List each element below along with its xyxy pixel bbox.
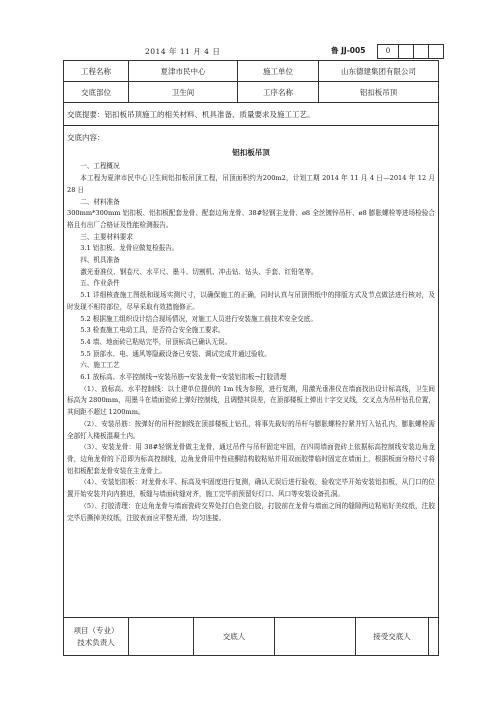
section-heading: 六、施工工艺: [80, 361, 120, 370]
section-heading: 三、主要材料要求: [80, 232, 133, 241]
tech-lead-label-line2: 技术负责人: [77, 637, 115, 647]
sign-row: [64, 618, 438, 655]
process-label: 工序名称: [238, 82, 319, 102]
page-box-number: 0: [377, 44, 399, 59]
form-code: 鲁 JJ-005: [331, 46, 366, 55]
part-label: 交底部位: [64, 82, 129, 102]
content-paragraph: （4）、安装铝扣板：对龙骨水平、标高及牢固度进行复测，确认无误后进行验收，验收完毕开始安装铝扣板，从门口的位置开始安装并向内推进，板缝与墙面砖缝对齐，施工完毕前预留好灯口、风口等安装设备孔洞。: [67, 478, 435, 499]
disclosure-form: [63, 44, 439, 656]
content-lines: [67, 161, 435, 524]
content-paragraph: （3）、安装龙骨：用 38#轻钢龙骨做主龙骨，通过吊件与吊杆固定牢固，在四周墙面瓷砖上依据标高控制线安装边角龙骨，边角龙骨的下沿即为标高控制线，边角龙骨用中性硅酮结构胶粘贴并用双面胶带临时固定在墙面上，根据板面分格尺寸将铝扣板配套龙骨安装在主龙骨上。: [67, 443, 435, 475]
info-row-part: [64, 82, 438, 103]
content-paragraph: 5.1 详细核查施工图纸和现场实测尺寸，以确保施工的正确，同时认真与吊顶图纸中的排版方式及节点做法进行核对，及时发现不相符部位，尽早采取有效措施修正。: [67, 291, 435, 311]
handover-label: 交底人: [194, 618, 275, 655]
content-paragraph: （1）、放标高、水平控制线：以土建单位提供的 1m 线为参照，进行复测，用激光垂准仪在墙面找出设计标高线，卫生间标高为 2800mm，用墨斗在墙面瓷砖上弹好控制线，且调整其误差，在顶部楼板上弹出十字交叉线，交叉点为吊杆钻孔位置，其间距不超过 1200mm。: [67, 384, 435, 417]
form-date: 2014 年 11 月 4 日: [145, 47, 221, 56]
tech-lead-label: [64, 618, 129, 655]
brief-text: 交底提要：铝扣板吊顶施工的相关材料、机具准备、质量要求及施工工艺。: [67, 109, 315, 119]
section-heading: 一、工程概况: [80, 162, 120, 171]
content-paragraph: 5.2 根据施工组织设计结合现场情况，对施工人员进行安装施工前技术安全交底。: [80, 314, 317, 323]
content-row: [64, 126, 438, 618]
page-box-empty: [428, 44, 444, 59]
content-paragraph: 5.5 顶部水、电、通风等隐蔽设备已安装、调试完成并通过验收。: [80, 349, 271, 358]
project-name: 夏津市民中心: [129, 61, 238, 81]
content-paragraph: （2）、安装吊筋：按弹好的吊杆控制线在顶部楼板上钻孔，将事先裁好的吊杆与膨胀螺栓拧紧并钉入钻孔内，膨胀螺栓需全部钉入楼板混凝土内。: [67, 419, 435, 440]
info-row-project: [64, 61, 438, 82]
content-paragraph: 激光垂准仪、钢卷尺、水平尺、墨斗、切割机、冲击钻、钻头、手套、红铅笔等。: [80, 267, 318, 276]
tech-lead-signature: [129, 618, 194, 655]
content-paragraph: 5.4 墙、地面砖已粘贴完毕，吊顶标高已确认无误。: [80, 337, 232, 346]
form-table: [63, 60, 439, 656]
content-paragraph: 5.3 检查施工电动工具，是否符合安全施工要求。: [80, 326, 225, 335]
content-paragraph: 3.1 铝扣板、龙骨应做复检报告。: [80, 244, 179, 253]
content-paragraph: 300mm*300mm 铝扣板、铝扣板配套龙骨、配套边角龙骨、38#轻钢主龙骨、ø8 全丝镀锌吊杆、ø8 膨胀螺栓等进场检验合格且有出厂合格证及性能检测报告。: [67, 209, 435, 229]
content-body: [64, 126, 438, 617]
section-heading: 五、作业条件: [80, 279, 120, 288]
contractor-label: 施工单位: [238, 61, 319, 81]
receiver-signature: [429, 618, 438, 655]
page-boxes: [378, 44, 444, 59]
project-name-label: 工程名称: [64, 61, 129, 81]
page-box-empty: [398, 44, 414, 59]
content-paragraph: 6.1 放标高、水平控制线→安装吊筋→安装龙骨→安装铝扣板→打胶清理: [80, 373, 287, 382]
content-paragraph: 本工程为夏津市民中心卫生间铝扣板吊顶工程，吊顶面积约为200m2，计划工期 2014 年 11 月 4 日—2014 年 12 月 28 日: [67, 174, 435, 194]
process: 铝扣板吊顶: [359, 87, 398, 97]
part: 卫生间: [129, 82, 238, 102]
handover-signature: [275, 618, 356, 655]
content-title: 铝扣板吊顶: [232, 147, 270, 157]
section-heading: 四、机具准备: [80, 256, 120, 265]
content-paragraph: （5）、打胶清理：在边角龙骨与墙面瓷砖交界处打白色瓷白胶，打胶前在龙骨与墙面之间的缝隙两边粘贴好美纹纸，注胶完毕后撕掉美纹纸，注胶表面应平整光滑，均匀连接。: [67, 501, 435, 522]
content-label: 交底内容：: [67, 133, 105, 142]
tech-lead-label-line1: 项目（专业）: [73, 625, 119, 635]
brief-row: [64, 103, 438, 126]
page-box-empty: [413, 44, 429, 59]
contractor: 山东德建集团有限公司: [341, 66, 416, 76]
section-heading: 二、材料准备: [80, 197, 120, 206]
receiver-label: 接受交底人: [356, 618, 429, 655]
form-header: [63, 44, 439, 58]
